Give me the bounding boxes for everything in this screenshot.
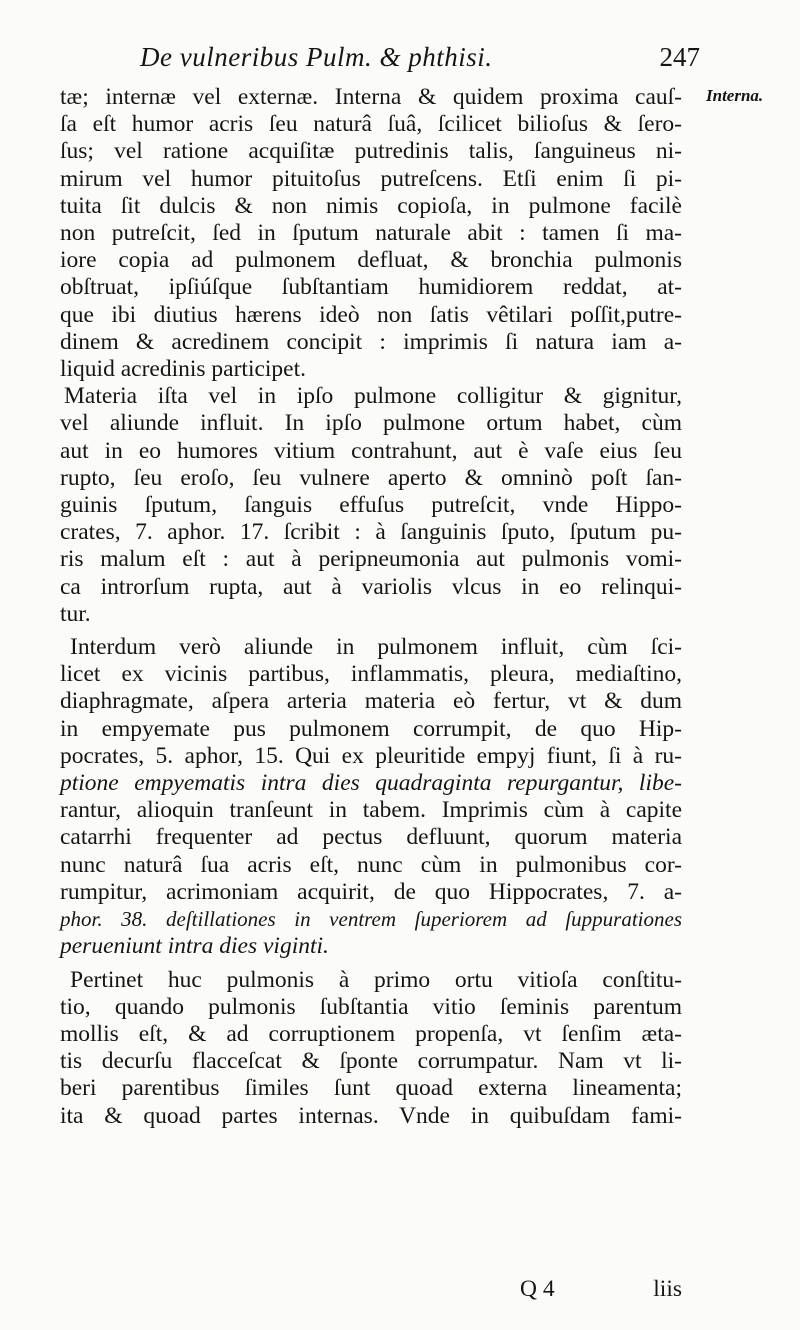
text-line: mirum vel humor pituitoſus putreſcens. Etſi enim ſi pi- — [60, 165, 682, 192]
margin-note: Interna. — [706, 86, 764, 105]
text-line: liquid acredinis participet. — [60, 356, 307, 383]
text-line: ſa eſt humor acris ſeu naturâ ſuâ, ſcilicet bilioſus & ſero- — [60, 111, 682, 138]
text-line: rantur, alioquin tranſeunt in tabem. Imprimis cùm à capite — [60, 797, 682, 824]
paragraph-1 — [60, 84, 682, 383]
page-number: 247 — [659, 42, 700, 72]
paragraph-4 — [60, 967, 682, 1130]
text-line: rupto, ſeu eroſo, ſeu vulnere aperto & omninò poſt ſan- — [60, 464, 682, 491]
text-line: Materia iſta vel in ipſo pulmone colligitur & gignitur, — [64, 383, 682, 410]
text-line: catarrhi frequenter ad pectus defluunt, quorum materia — [60, 824, 682, 851]
text-line: diaphragmate, aſpera arteria materia eò fertur, vt & dum — [60, 688, 682, 715]
page-header — [140, 42, 700, 82]
text-line: crates, 7. aphor. 17. ſcribit : à ſanguinis ſputo, ſputum pu- — [60, 519, 682, 546]
catchword: liis — [653, 1276, 682, 1302]
text-line: iore copia ad pulmonem defluat, & bronchia pulmonis — [60, 247, 682, 274]
text-line: dinem & acredinem concipit : imprimis ſi natura iam a- — [60, 328, 682, 355]
page-footer — [60, 1276, 682, 1316]
paragraph-3 — [60, 634, 682, 960]
text-line: vel aliunde influit. In ipſo pulmone ortum habet, cùm — [60, 410, 682, 437]
text-line: beri parentibus ſimiles ſunt quoad externa lineamenta; — [60, 1075, 682, 1102]
text-line: Interdum verò aliunde in pulmonem influit, cùm ſci- — [70, 634, 682, 661]
text-line: perueniunt intra dies viginti. — [60, 933, 329, 960]
text-line: rumpitur, acrimoniam acquirit, de quo Hippocrates, 7. a- — [60, 878, 682, 905]
text-line: non putreſcit, ſed in ſputum naturale abit : tamen ſi ma- — [60, 220, 682, 247]
text-line: ca introrſum rupta, aut à variolis vlcus in eo relinqui- — [60, 573, 682, 600]
text-line: mollis eſt, & ad corruptionem propenſa, vt ſenſim æta- — [60, 1020, 682, 1047]
text-line: in empyemate pus pulmonem corrumpit, de quo Hip- — [60, 715, 682, 742]
text-line: tio, quando pulmonis ſubſtantia vitio ſeminis parentum — [60, 993, 682, 1020]
text-line: phor. 38. deſtillationes in ventrem ſuperiorem ad ſuppurationes — [60, 907, 682, 932]
text-line: que ibi diutius hærens ideò non ſatis vêtilari poſſit,putre- — [60, 301, 682, 328]
text-line: tæ; internæ vel externæ. Interna & quidem proxima cauſ- — [60, 84, 682, 110]
signature-mark: Q 4 — [520, 1276, 555, 1302]
text-line: ita & quoad partes internas. Vnde in quibuſdam fami- — [60, 1102, 682, 1129]
body-text — [60, 84, 682, 1130]
text-line: obſtruat, ipſiúſque ſubſtantiam humidiorem reddat, at- — [60, 274, 682, 301]
text-line: Pertinet huc pulmonis à primo ortu vitioſa conſtitu- — [70, 966, 682, 993]
text-line: pocrates, 5. aphor, 15. Qui ex pleuritide empyj fiunt, ſi à ru- — [60, 742, 682, 769]
text-line: ſus; vel ratione acquiſitæ putredinis talis, ſanguineus ni- — [60, 138, 682, 165]
text-line: nunc naturâ ſua acris eſt, nunc cùm in pulmonibus cor- — [60, 851, 682, 878]
text-line: tur. — [60, 600, 91, 627]
text-line: licet ex vicinis partibus, inflammatis, pleura, mediaſtino, — [60, 661, 682, 688]
text-line: tuita ſit dulcis & non nimis copioſa, in pulmone facilè — [60, 192, 682, 219]
paragraph-2 — [60, 383, 682, 628]
running-title: De vulneribus Pulm. & phthisi. — [140, 42, 493, 72]
text-line: ris malum eſt : aut à peripneumonia aut pulmonis vomi- — [60, 546, 682, 573]
text-line: guinis ſputum, ſanguis effuſus putreſcit, vnde Hippo- — [60, 492, 682, 519]
text-line: ptione empyematis intra dies quadraginta repurgantur, libe- — [60, 770, 682, 797]
text-line: aut in eo humores vitium contrahunt, aut è vaſe eius ſeu — [60, 437, 682, 464]
text-line: tis decurſu flacceſcat & ſponte corrumpatur. Nam vt li- — [60, 1048, 682, 1075]
